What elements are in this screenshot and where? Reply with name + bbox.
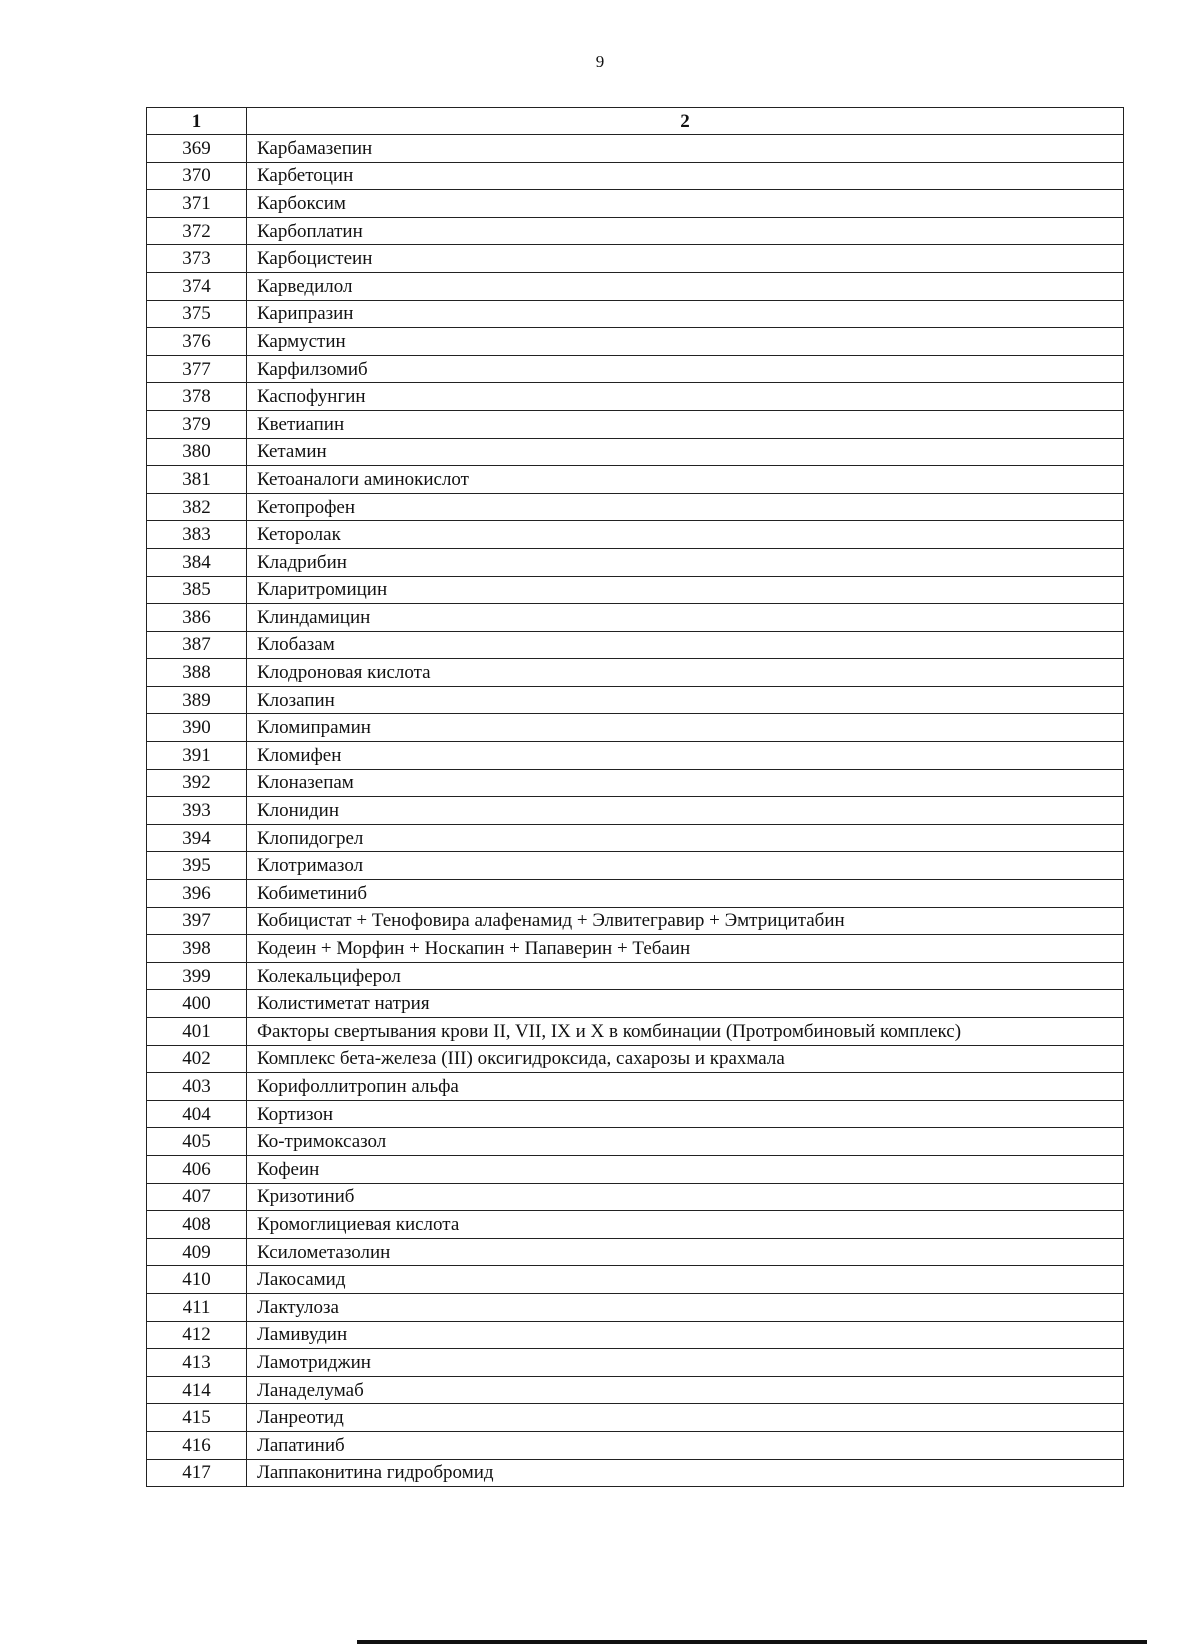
row-number: 384 xyxy=(147,548,247,576)
drug-name: Клопидогрел xyxy=(247,824,1124,852)
row-number: 374 xyxy=(147,272,247,300)
table-row xyxy=(147,190,1124,218)
row-number: 415 xyxy=(147,1404,247,1432)
table-header-row xyxy=(147,108,1124,135)
row-number: 416 xyxy=(147,1431,247,1459)
table-row xyxy=(147,300,1124,328)
drug-name: Лакосамид xyxy=(247,1266,1124,1294)
table-row xyxy=(147,548,1124,576)
table-row xyxy=(147,1211,1124,1239)
row-number: 371 xyxy=(147,190,247,218)
table-body xyxy=(147,135,1124,1487)
drug-name: Кризотиниб xyxy=(247,1183,1124,1211)
drug-name: Ламивудин xyxy=(247,1321,1124,1349)
drug-name: Карбоцистеин xyxy=(247,245,1124,273)
row-number: 413 xyxy=(147,1349,247,1377)
drug-name: Кломифен xyxy=(247,742,1124,770)
table-row xyxy=(147,217,1124,245)
drug-name: Ламотриджин xyxy=(247,1349,1124,1377)
row-number: 380 xyxy=(147,438,247,466)
table-row xyxy=(147,1321,1124,1349)
table-row xyxy=(147,1266,1124,1294)
scan-edge-line xyxy=(357,1640,1147,1644)
drug-name: Колистиметат натрия xyxy=(247,990,1124,1018)
table-row xyxy=(147,824,1124,852)
table-row xyxy=(147,135,1124,163)
row-number: 377 xyxy=(147,355,247,383)
row-number: 387 xyxy=(147,631,247,659)
drug-name: Кломипрамин xyxy=(247,714,1124,742)
drug-name: Каспофунгин xyxy=(247,383,1124,411)
table-row xyxy=(147,576,1124,604)
column-header-number: 1 xyxy=(147,108,247,135)
drug-name: Клотримазол xyxy=(247,852,1124,880)
table-row xyxy=(147,1100,1124,1128)
drug-name: Кладрибин xyxy=(247,548,1124,576)
drug-name: Клонидин xyxy=(247,797,1124,825)
row-number: 373 xyxy=(147,245,247,273)
table-row xyxy=(147,797,1124,825)
table-row xyxy=(147,935,1124,963)
row-number: 398 xyxy=(147,935,247,963)
row-number: 395 xyxy=(147,852,247,880)
table-row xyxy=(147,1018,1124,1046)
drug-name: Факторы свертывания крови II, VII, IX и X в комбинации (Протромбиновый комплекс) xyxy=(247,1018,1124,1046)
table-row xyxy=(147,742,1124,770)
drug-name: Кофеин xyxy=(247,1155,1124,1183)
drug-name: Кетоаналоги аминокислот xyxy=(247,466,1124,494)
table-row xyxy=(147,245,1124,273)
row-number: 390 xyxy=(147,714,247,742)
row-number: 369 xyxy=(147,135,247,163)
row-number: 402 xyxy=(147,1045,247,1073)
drug-name: Кеторолак xyxy=(247,521,1124,549)
row-number: 385 xyxy=(147,576,247,604)
row-number: 411 xyxy=(147,1293,247,1321)
table-row xyxy=(147,880,1124,908)
row-number: 408 xyxy=(147,1211,247,1239)
drug-name: Карбоксим xyxy=(247,190,1124,218)
table-row xyxy=(147,686,1124,714)
table-row xyxy=(147,1431,1124,1459)
drug-name: Карбоплатин xyxy=(247,217,1124,245)
row-number: 405 xyxy=(147,1128,247,1156)
row-number: 404 xyxy=(147,1100,247,1128)
drug-name: Карбамазепин xyxy=(247,135,1124,163)
table-row xyxy=(147,1045,1124,1073)
drug-name: Кветиапин xyxy=(247,410,1124,438)
drug-name: Кодеин + Морфин + Носкапин + Папаверин + Тебаин xyxy=(247,935,1124,963)
drug-name: Лапатиниб xyxy=(247,1431,1124,1459)
drug-name: Карбетоцин xyxy=(247,162,1124,190)
table-row xyxy=(147,1238,1124,1266)
row-number: 391 xyxy=(147,742,247,770)
row-number: 381 xyxy=(147,466,247,494)
row-number: 407 xyxy=(147,1183,247,1211)
row-number: 370 xyxy=(147,162,247,190)
drug-name: Кобиметиниб xyxy=(247,880,1124,908)
drug-name: Колекальциферол xyxy=(247,962,1124,990)
row-number: 392 xyxy=(147,769,247,797)
drug-name: Ксилометазолин xyxy=(247,1238,1124,1266)
row-number: 376 xyxy=(147,328,247,356)
row-number: 400 xyxy=(147,990,247,1018)
table-row xyxy=(147,1293,1124,1321)
table-row xyxy=(147,1073,1124,1101)
row-number: 389 xyxy=(147,686,247,714)
table-row xyxy=(147,410,1124,438)
table-row xyxy=(147,714,1124,742)
row-number: 397 xyxy=(147,907,247,935)
row-number: 378 xyxy=(147,383,247,411)
row-number: 410 xyxy=(147,1266,247,1294)
drug-name: Корифоллитропин альфа xyxy=(247,1073,1124,1101)
drug-name: Лактулоза xyxy=(247,1293,1124,1321)
table-row xyxy=(147,990,1124,1018)
row-number: 401 xyxy=(147,1018,247,1046)
drug-name: Кобицистат + Тенофовира алафенамид + Элвитегравир + Эмтрицитабин xyxy=(247,907,1124,935)
drug-name: Ланаделумаб xyxy=(247,1376,1124,1404)
row-number: 403 xyxy=(147,1073,247,1101)
table-row xyxy=(147,659,1124,687)
row-number: 394 xyxy=(147,824,247,852)
table-row xyxy=(147,493,1124,521)
drug-name: Карипразин xyxy=(247,300,1124,328)
table-row xyxy=(147,438,1124,466)
table-row xyxy=(147,272,1124,300)
table-row xyxy=(147,852,1124,880)
table-row xyxy=(147,355,1124,383)
table-row xyxy=(147,1349,1124,1377)
drug-name: Комплекс бета-железа (III) оксигидроксида, сахарозы и крахмала xyxy=(247,1045,1124,1073)
table-row xyxy=(147,1404,1124,1432)
table-row xyxy=(147,383,1124,411)
table-row xyxy=(147,907,1124,935)
table-row xyxy=(147,162,1124,190)
drug-name: Клобазам xyxy=(247,631,1124,659)
table-row xyxy=(147,466,1124,494)
row-number: 382 xyxy=(147,493,247,521)
table-row xyxy=(147,962,1124,990)
row-number: 393 xyxy=(147,797,247,825)
row-number: 417 xyxy=(147,1459,247,1487)
drug-name: Клоназепам xyxy=(247,769,1124,797)
drug-name: Кларитромицин xyxy=(247,576,1124,604)
drug-list-table xyxy=(146,107,1124,1487)
column-header-name: 2 xyxy=(247,108,1124,135)
table-row xyxy=(147,1128,1124,1156)
drug-name: Карфилзомиб xyxy=(247,355,1124,383)
table-row xyxy=(147,769,1124,797)
table-row xyxy=(147,604,1124,632)
row-number: 375 xyxy=(147,300,247,328)
drug-name: Клозапин xyxy=(247,686,1124,714)
row-number: 396 xyxy=(147,880,247,908)
drug-name: Кетамин xyxy=(247,438,1124,466)
drug-name: Клиндамицин xyxy=(247,604,1124,632)
drug-name: Ко-тримоксазол xyxy=(247,1128,1124,1156)
table-row xyxy=(147,1183,1124,1211)
drug-name: Кармустин xyxy=(247,328,1124,356)
drug-name: Клодроновая кислота xyxy=(247,659,1124,687)
drug-name: Кромоглициевая кислота xyxy=(247,1211,1124,1239)
drug-name: Лаппаконитина гидробромид xyxy=(247,1459,1124,1487)
table-row xyxy=(147,1376,1124,1404)
row-number: 406 xyxy=(147,1155,247,1183)
row-number: 412 xyxy=(147,1321,247,1349)
row-number: 414 xyxy=(147,1376,247,1404)
table-row xyxy=(147,1459,1124,1487)
table-row xyxy=(147,631,1124,659)
row-number: 372 xyxy=(147,217,247,245)
page-number: 9 xyxy=(595,52,605,71)
table-row xyxy=(147,521,1124,549)
drug-name: Кортизон xyxy=(247,1100,1124,1128)
table-header xyxy=(147,108,1124,135)
row-number: 383 xyxy=(147,521,247,549)
drug-name: Кетопрофен xyxy=(247,493,1124,521)
drug-name: Ланреотид xyxy=(247,1404,1124,1432)
row-number: 379 xyxy=(147,410,247,438)
row-number: 399 xyxy=(147,962,247,990)
table-row xyxy=(147,328,1124,356)
row-number: 386 xyxy=(147,604,247,632)
drug-name: Карведилол xyxy=(247,272,1124,300)
table-row xyxy=(147,1155,1124,1183)
row-number: 388 xyxy=(147,659,247,687)
row-number: 409 xyxy=(147,1238,247,1266)
